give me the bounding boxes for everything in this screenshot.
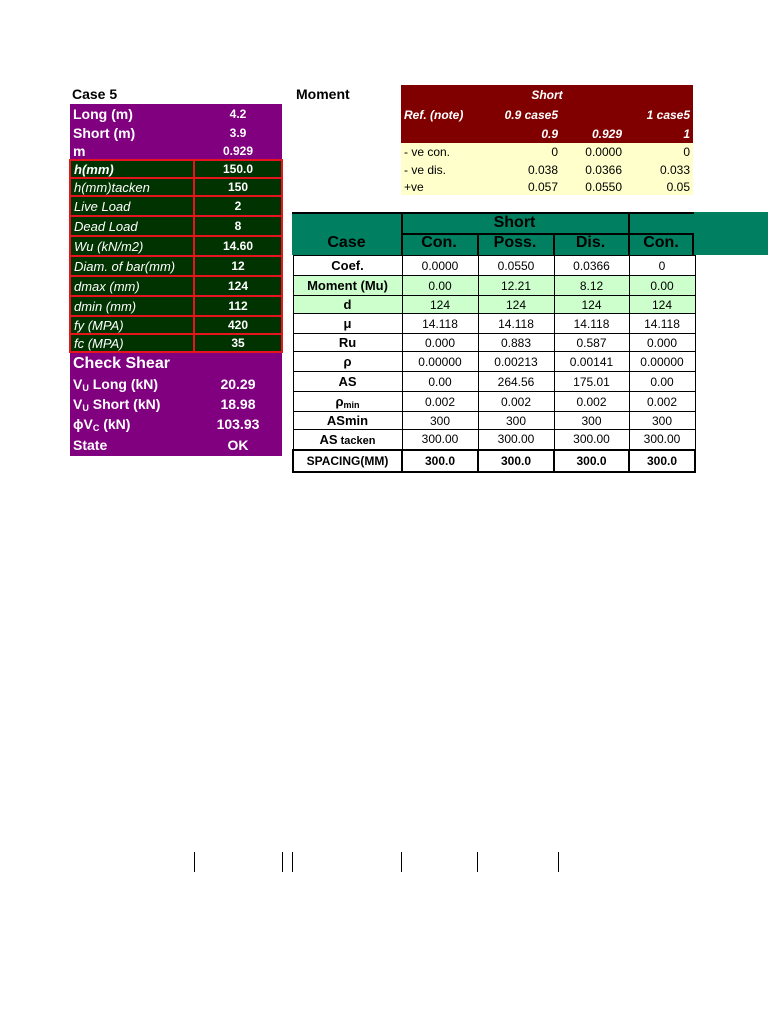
parameter-row bbox=[70, 316, 282, 334]
phi-vc-label: $\phi V_C$ (kN) bbox=[70, 414, 194, 434]
parameter-value: 3.9 bbox=[194, 124, 282, 142]
parameter-value: 12 bbox=[194, 256, 282, 276]
moment-title: Moment bbox=[296, 86, 350, 102]
calc-cell: 0.00000 bbox=[629, 352, 695, 372]
ref-short-header: Short bbox=[401, 85, 693, 105]
parameter-row bbox=[70, 178, 282, 196]
parameter-label: Long (m) bbox=[70, 104, 194, 124]
parameter-label: h(mm)tacken bbox=[70, 178, 194, 196]
page-tick-mark bbox=[401, 852, 402, 872]
calc-cell: 0 bbox=[629, 256, 695, 276]
calc-cell: 300.00 bbox=[554, 430, 629, 450]
ref-cell: 0.033 bbox=[625, 161, 693, 178]
vu-long-label: $V_U$ Long (kN) bbox=[70, 374, 194, 394]
parameter-value: 2 bbox=[194, 196, 282, 216]
calc-cell: 0.00000 bbox=[402, 352, 478, 372]
calc-cell: 300.00 bbox=[629, 430, 695, 450]
calc-row bbox=[293, 256, 695, 276]
calc-row-label: Coef. bbox=[293, 256, 402, 276]
calc-row-label: AS bbox=[293, 372, 402, 392]
calc-cell: 300 bbox=[629, 412, 695, 430]
check-shear-title: Check Shear bbox=[70, 352, 282, 374]
calc-row bbox=[293, 314, 695, 334]
page-tick-mark bbox=[282, 852, 283, 872]
calc-cell: 0.883 bbox=[478, 334, 554, 352]
parameter-value: 8 bbox=[194, 216, 282, 236]
parameter-row bbox=[70, 256, 282, 276]
calc-row bbox=[293, 334, 695, 352]
calc-cell: 0.0550 bbox=[478, 256, 554, 276]
parameter-row bbox=[70, 160, 282, 178]
calc-cell: 14.118 bbox=[402, 314, 478, 334]
calc-cell: 300.0 bbox=[402, 450, 478, 472]
parameters-table bbox=[69, 104, 283, 456]
parameter-row bbox=[70, 276, 282, 296]
calc-cell: 0.00 bbox=[629, 276, 695, 296]
ref-cell: 0.929 bbox=[561, 124, 625, 143]
calc-cell: 8.12 bbox=[554, 276, 629, 296]
ref-cell: 0.038 bbox=[489, 161, 561, 178]
parameter-row bbox=[70, 334, 282, 352]
ref-cell: 0.0366 bbox=[561, 161, 625, 178]
state-value: OK bbox=[194, 434, 282, 456]
calc-row bbox=[293, 372, 695, 392]
parameter-label: m bbox=[70, 142, 194, 160]
ref-cell: 0.05 bbox=[625, 178, 693, 195]
calc-row bbox=[293, 412, 695, 430]
parameter-value: 4.2 bbox=[194, 104, 282, 124]
col-header-dis: Dis. bbox=[575, 234, 606, 251]
vu-long-value: 20.29 bbox=[194, 374, 282, 394]
parameter-label: fy (MPA) bbox=[70, 316, 194, 334]
calc-cell: 0.002 bbox=[554, 392, 629, 412]
ref-cell: 1 bbox=[625, 124, 693, 143]
calc-row-label: d bbox=[293, 296, 402, 314]
parameter-label: Live Load bbox=[70, 196, 194, 216]
calc-row-label: μ bbox=[293, 314, 402, 334]
ref-cell bbox=[561, 105, 625, 124]
calc-cell: 0.002 bbox=[402, 392, 478, 412]
calc-row-label: AS tacken bbox=[293, 430, 402, 450]
phi-vc-value: 103.93 bbox=[194, 414, 282, 434]
calc-cell: 300.00 bbox=[402, 430, 478, 450]
parameter-value: 112 bbox=[194, 296, 282, 316]
parameter-value: 0.929 bbox=[194, 142, 282, 160]
calc-row bbox=[293, 392, 695, 412]
ref-cell: 0.9 case5 bbox=[489, 105, 561, 124]
parameter-row bbox=[70, 296, 282, 316]
calc-cell: 0.002 bbox=[478, 392, 554, 412]
short-header: Short bbox=[493, 214, 536, 231]
ref-label: - ve dis. bbox=[401, 161, 489, 178]
page-tick-mark bbox=[477, 852, 478, 872]
calc-cell: 300 bbox=[402, 412, 478, 430]
calc-cell: 0.00 bbox=[402, 276, 478, 296]
parameter-label: Wu (kN/m2) bbox=[70, 236, 194, 256]
calc-cell: 264.56 bbox=[478, 372, 554, 392]
col-header-con: Con. bbox=[421, 234, 457, 251]
calc-cell: 0.00141 bbox=[554, 352, 629, 372]
case-title: Case 5 bbox=[72, 86, 118, 102]
vu-short-value: 18.98 bbox=[194, 394, 282, 414]
calc-row-label: Ru bbox=[293, 334, 402, 352]
reference-coefficient-table bbox=[401, 85, 693, 195]
vu-short-label: $V_U$ Short (kN) bbox=[70, 394, 194, 414]
case-header: Case bbox=[327, 234, 366, 251]
calc-cell: 0.0000 bbox=[402, 256, 478, 276]
page-tick-mark bbox=[292, 852, 293, 872]
calc-row-label: ρmin bbox=[293, 392, 402, 412]
calc-cell: 0.00 bbox=[402, 372, 478, 392]
parameter-value: 150.0 bbox=[194, 160, 282, 178]
parameter-label: Diam. of bar(mm) bbox=[70, 256, 194, 276]
calc-row bbox=[293, 276, 695, 296]
calc-row-label: ASmin bbox=[293, 412, 402, 430]
parameter-row bbox=[70, 104, 282, 124]
calc-cell: 124 bbox=[402, 296, 478, 314]
calc-cell: 300.0 bbox=[629, 450, 695, 472]
calc-row bbox=[293, 450, 695, 472]
parameter-row bbox=[70, 236, 282, 256]
ref-cell: 0 bbox=[489, 143, 561, 161]
calc-row bbox=[293, 430, 695, 450]
calc-cell: 300.0 bbox=[554, 450, 629, 472]
parameter-row bbox=[70, 142, 282, 160]
ref-cell: 0 bbox=[625, 143, 693, 161]
calc-cell: 12.21 bbox=[478, 276, 554, 296]
ref-label: +ve bbox=[401, 178, 489, 195]
parameter-value: 150 bbox=[194, 178, 282, 196]
ref-cell: 0.0550 bbox=[561, 178, 625, 195]
parameter-value: 14.60 bbox=[194, 236, 282, 256]
calc-cell: 0.000 bbox=[402, 334, 478, 352]
calc-cell: 0.587 bbox=[554, 334, 629, 352]
parameter-row bbox=[70, 216, 282, 236]
calc-cell: 0.002 bbox=[629, 392, 695, 412]
calculation-table bbox=[292, 255, 696, 473]
calc-cell: 14.118 bbox=[478, 314, 554, 334]
calc-cell: 0.000 bbox=[629, 334, 695, 352]
page-tick-mark bbox=[558, 852, 559, 872]
calc-cell: 124 bbox=[478, 296, 554, 314]
parameter-value: 35 bbox=[194, 334, 282, 352]
ref-cell: 0.9 bbox=[489, 124, 561, 143]
calc-cell: 0.00 bbox=[629, 372, 695, 392]
parameter-value: 124 bbox=[194, 276, 282, 296]
calc-cell: 175.01 bbox=[554, 372, 629, 392]
col-header-con-2: Con. bbox=[643, 234, 679, 251]
calc-row-label: Moment (Mu) bbox=[293, 276, 402, 296]
calc-cell: 124 bbox=[554, 296, 629, 314]
calc-cell: 0.00213 bbox=[478, 352, 554, 372]
calc-cell: 300.0 bbox=[478, 450, 554, 472]
calc-cell: 124 bbox=[629, 296, 695, 314]
parameter-label: Short (m) bbox=[70, 124, 194, 142]
ref-cell: 0.057 bbox=[489, 178, 561, 195]
calc-row bbox=[293, 296, 695, 314]
calc-cell: 300.00 bbox=[478, 430, 554, 450]
ref-cell: 0.0000 bbox=[561, 143, 625, 161]
ref-label: - ve con. bbox=[401, 143, 489, 161]
calc-cell: 14.118 bbox=[629, 314, 695, 334]
parameter-label: dmax (mm) bbox=[70, 276, 194, 296]
ref-note-label: Ref. (note) bbox=[401, 105, 489, 124]
calc-row-label: ρ bbox=[293, 352, 402, 372]
parameter-label: Dead Load bbox=[70, 216, 194, 236]
parameter-row bbox=[70, 124, 282, 142]
calc-cell: 14.118 bbox=[554, 314, 629, 334]
calc-cell: 0.0366 bbox=[554, 256, 629, 276]
calc-row-label: SPACING(MM) bbox=[293, 450, 402, 472]
ref-cell: 1 case5 bbox=[625, 105, 693, 124]
calc-cell: 300 bbox=[478, 412, 554, 430]
col-header-poss: Poss. bbox=[493, 234, 537, 251]
calc-cell: 300 bbox=[554, 412, 629, 430]
page-tick-mark bbox=[194, 852, 195, 872]
parameter-label: dmin (mm) bbox=[70, 296, 194, 316]
parameter-row bbox=[70, 196, 282, 216]
state-label: State bbox=[70, 434, 194, 456]
calc-row bbox=[293, 352, 695, 372]
parameter-value: 420 bbox=[194, 316, 282, 334]
parameter-label: h(mm) bbox=[70, 160, 194, 178]
ref-cell bbox=[401, 124, 489, 143]
parameter-label: fc (MPA) bbox=[70, 334, 194, 352]
